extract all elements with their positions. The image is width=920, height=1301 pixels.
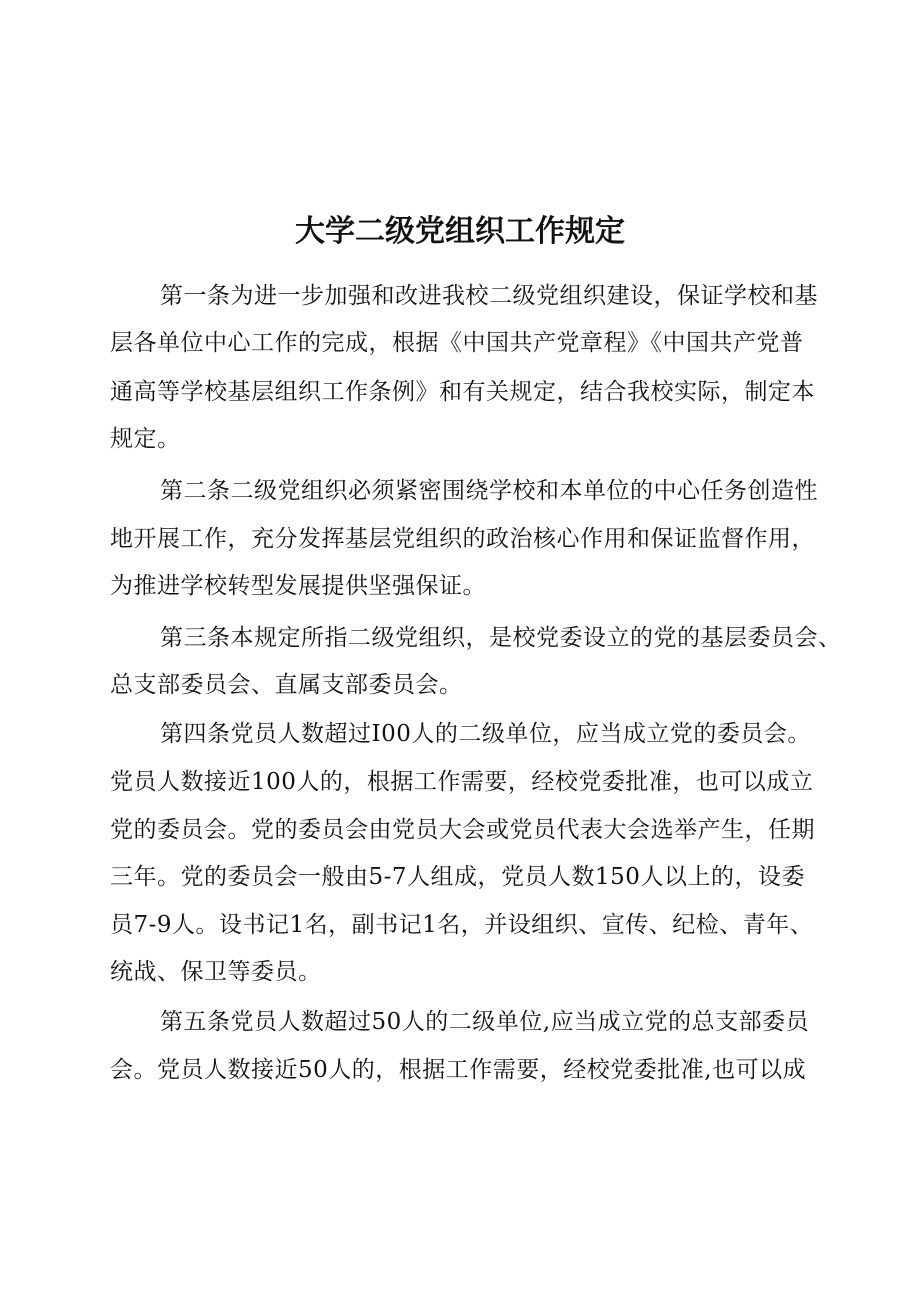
document-title: 大学二级党组织工作规定 — [295, 214, 625, 249]
paragraph-line — [0, 369, 920, 415]
paragraph-line — [0, 563, 920, 609]
paragraph-line — [0, 999, 920, 1045]
line-text: 第四条党员人数超过I00人的二级单位，应当成立党的委员会。 — [160, 721, 811, 747]
paragraph-line — [0, 516, 920, 562]
paragraph-line — [0, 468, 920, 514]
paragraph-line — [0, 320, 920, 366]
line-text: 通高等学校基层组织工作条例》和有关规定，结合我校实际，制定本 — [110, 379, 815, 405]
paragraph-line — [0, 273, 920, 319]
line-text: 总支部委员会、直属支部委员会。 — [110, 672, 463, 698]
line-text: 党员人数接近100人的，根据工作需要，经校党委批准，也可以成立 — [110, 769, 814, 795]
paragraph-line — [0, 759, 920, 805]
line-text: 层各单位中心工作的完成，根据《中国共产党章程》《中国共产党普 — [110, 330, 804, 356]
paragraph-line — [0, 854, 920, 900]
line-text: 第三条本规定所指二级党组织，是校党委设立的党的基层委员会、 — [160, 625, 842, 651]
line-text: 第五条党员人数超过50人的二级单位,应当成立党的总支部委员 — [160, 1009, 810, 1035]
line-text: 规定。 — [110, 426, 181, 452]
paragraph-line — [0, 416, 920, 462]
paragraph-line — [0, 1047, 920, 1093]
paragraph-line — [0, 902, 920, 948]
line-text: 党的委员会。党的委员会由党员大会或党员代表大会选举产生，任期 — [110, 817, 815, 843]
line-text: 为推进学校转型发展提供坚强保证。 — [110, 573, 486, 599]
paragraph-line — [0, 949, 920, 995]
line-text: 第一条为进一步加强和改进我校二级党组织建设，保证学校和基 — [160, 283, 818, 309]
line-text: 地开展工作，充分发挥基层党组织的政治核心作用和保证监督作用， — [110, 526, 815, 552]
paragraph-line — [0, 807, 920, 853]
line-text: 员7-9人。设书记1名，副书记1名，并设组织、宣传、纪检、青年、 — [110, 912, 814, 938]
line-text: 三年。党的委员会一般由5-7人组成，党员人数150人以上的，设委 — [110, 864, 805, 890]
line-text: 会。党员人数接近50人的，根据工作需要，经校党委批准,也可以成 — [110, 1057, 807, 1083]
line-text: 统战、保卫等委员。 — [110, 959, 322, 985]
paragraph-line — [0, 662, 920, 708]
paragraph-line — [0, 711, 920, 757]
line-text: 第二条二级党组织必须紧密围绕学校和本单位的中心任务创造性 — [160, 478, 818, 504]
paragraph-line — [0, 615, 920, 661]
